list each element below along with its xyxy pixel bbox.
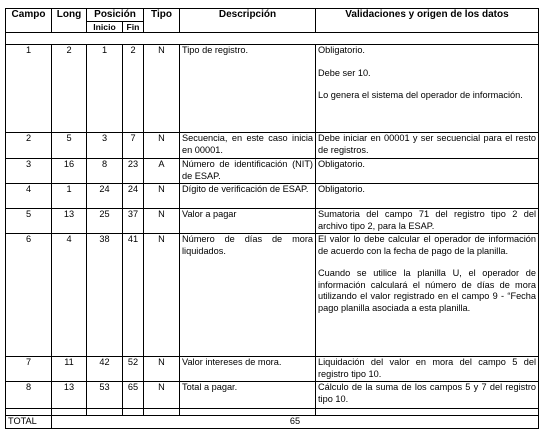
table-row [6,133,539,159]
validation-paragraph: Lo genera el sistema del operador de información. [318,90,523,100]
gap-row [6,409,539,416]
cell-campo: 4 [6,184,52,209]
cell-inicio: 53 [87,382,123,409]
cell-tipo: N [144,45,180,133]
cell-validaciones [316,45,539,133]
validation-paragraph: Cuando se utilice la planilla U, el operador de información calculará el número de días de mora utilizando el valor registrado en el campo 9 - “Fecha pago planilla asociada a esta planilla. [318,268,536,313]
header-row [6,9,539,22]
cell-long: 1 [52,184,87,209]
cell-fin: 52 [123,357,144,382]
cell-validaciones [316,209,539,234]
cell-tipo: N [144,357,180,382]
cell-fin: 24 [123,184,144,209]
cell-campo: 1 [6,45,52,133]
field-spec-table [5,8,539,429]
cell-campo: 2 [6,133,52,159]
cell-validaciones [316,184,539,209]
cell-campo: 3 [6,159,52,184]
cell-inicio: 8 [87,159,123,184]
cell-inicio: 25 [87,209,123,234]
cell-fin: 37 [123,209,144,234]
cell-validaciones [316,159,539,184]
cell-descripcion: Secuencia, en este caso inicia en 00001. [180,133,316,159]
header-validaciones: Validaciones y origen de los datos [316,9,539,33]
table-row [6,209,539,234]
cell-tipo: N [144,382,180,409]
cell-fin: 7 [123,133,144,159]
table-row [6,184,539,209]
cell-long: 13 [52,382,87,409]
total-label: TOTAL [6,416,52,429]
header-long: Long [52,9,87,33]
cell-fin: 23 [123,159,144,184]
cell-fin: 65 [123,382,144,409]
header-descripcion: Descripción [180,9,316,33]
header-posicion: Posición [87,9,144,22]
validation-paragraph: Debe iniciar en 00001 y ser secuencial para el resto de registros. [318,133,536,155]
validation-paragraph: Sumatoria del campo 71 del registro tipo 2 del archivo tipo 2, para la ESAP. [318,209,536,231]
validation-paragraph: Cálculo de la suma de los campos 5 y 7 del registro tipo 10. [318,382,536,404]
cell-long: 5 [52,133,87,159]
total-value: 65 [52,416,539,429]
cell-descripcion: Número de días de mora liquidados. [180,234,316,357]
total-row [6,416,539,429]
cell-descripcion: Total a pagar. [180,382,316,409]
header-inicio: Inicio [87,22,123,33]
header-tipo: Tipo [144,9,180,33]
header-campo: Campo [6,9,52,33]
table-row [6,45,539,133]
cell-validaciones [316,133,539,159]
cell-long: 2 [52,45,87,133]
cell-long: 16 [52,159,87,184]
cell-campo: 5 [6,209,52,234]
cell-campo: 7 [6,357,52,382]
cell-validaciones [316,234,539,357]
cell-descripcion: Valor intereses de mora. [180,357,316,382]
cell-validaciones [316,357,539,382]
cell-tipo: N [144,184,180,209]
cell-campo: 6 [6,234,52,357]
validation-paragraph: Liquidación del valor en mora del campo 5 del registro tipo 10. [318,357,536,379]
cell-long: 13 [52,209,87,234]
cell-descripcion: Tipo de registro. [180,45,316,133]
cell-inicio: 42 [87,357,123,382]
cell-tipo: N [144,234,180,357]
header-fin: Fin [123,22,144,33]
validation-paragraph: Obligatorio. [318,45,365,55]
table-row [6,357,539,382]
cell-long: 4 [52,234,87,357]
table-body [6,33,539,429]
validation-paragraph: Debe ser 10. [318,67,371,78]
cell-campo: 8 [6,382,52,409]
cell-validaciones [316,382,539,409]
cell-descripcion: Valor a pagar [180,209,316,234]
cell-tipo: A [144,159,180,184]
validation-paragraph: Obligatorio. [318,159,365,169]
cell-inicio: 3 [87,133,123,159]
validation-paragraph: Obligatorio. [318,184,365,194]
table-row [6,382,539,409]
cell-inicio: 24 [87,184,123,209]
table-row [6,234,539,357]
cell-long: 11 [52,357,87,382]
cell-inicio: 1 [87,45,123,133]
cell-tipo: N [144,209,180,234]
cell-descripcion: Número de identificación (NIT) de ESAP. [180,159,316,184]
cell-inicio: 38 [87,234,123,357]
table-row [6,159,539,184]
cell-fin: 2 [123,45,144,133]
spacer-row [6,33,539,45]
cell-tipo: N [144,133,180,159]
cell-descripcion: Dígito de verificación de ESAP. [180,184,316,209]
validation-paragraph: El valor lo debe calcular el operador de información de acuerdo con la fecha de pago de la planilla. [318,234,536,256]
cell-fin: 41 [123,234,144,357]
